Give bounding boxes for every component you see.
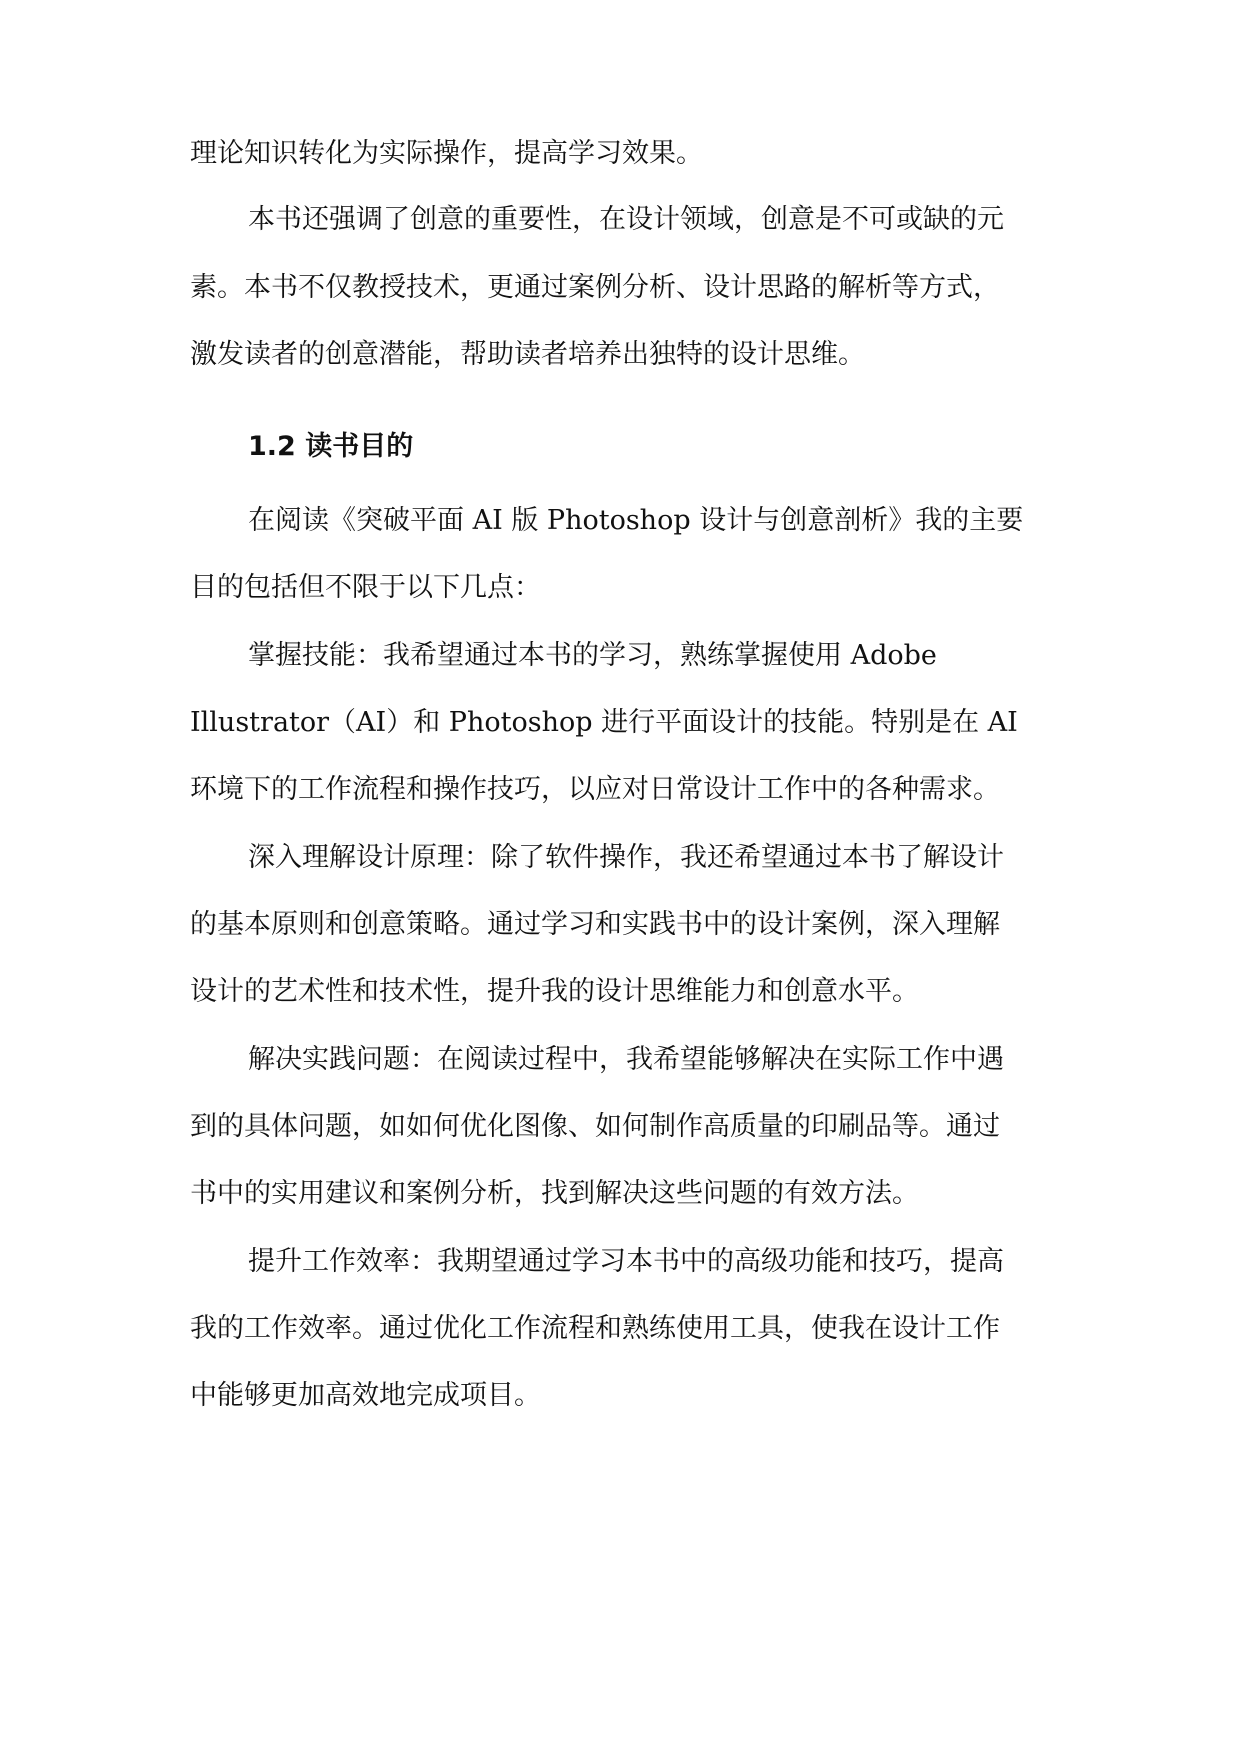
paragraph-line: 环境下的工作流程和操作技巧，以应对日常设计工作中的各种需求。	[190, 774, 1000, 805]
paragraph-line: 的基本原则和创意策略。通过学习和实践书中的设计案例，深入理解	[190, 909, 1000, 940]
paragraph-line: 激发读者的创意潜能，帮助读者培养出独特的设计思维。	[190, 339, 865, 370]
paragraph-line: 素。本书不仅教授技术，更通过案例分析、设计思路的解析等方式，	[190, 272, 1000, 303]
paragraph-line: 书中的实用建议和案例分析，找到解决这些问题的有效方法。	[190, 1178, 919, 1209]
paragraph-line: 我的工作效率。通过优化工作流程和熟练使用工具，使我在设计工作	[190, 1313, 1000, 1344]
section-heading: 1.2 读书目的	[248, 431, 414, 462]
paragraph-line: 目的包括但不限于以下几点：	[190, 572, 541, 603]
paragraph-line: 提升工作效率：我期望通过学习本书中的高级功能和技巧，提高	[248, 1246, 1004, 1277]
paragraph-line: 解决实践问题：在阅读过程中，我希望能够解决在实际工作中遇	[248, 1044, 1004, 1075]
paragraph-line: 深入理解设计原理：除了软件操作，我还希望通过本书了解设计	[248, 842, 1004, 873]
paragraph-line: 理论知识转化为实际操作，提高学习效果。	[190, 138, 703, 169]
paragraph-line: 设计的艺术性和技术性，提升我的设计思维能力和创意水平。	[190, 976, 919, 1007]
paragraph-line: 本书还强调了创意的重要性，在设计领域，创意是不可或缺的元	[248, 204, 1004, 235]
paragraph-line: 掌握技能：我希望通过本书的学习，熟练掌握使用 Adobe	[248, 640, 937, 671]
paragraph-line: 到的具体问题，如如何优化图像、如何制作高质量的印刷品等。通过	[190, 1111, 1000, 1142]
paragraph-line: Illustrator（AI）和 Photoshop 进行平面设计的技能。特别是在 AI	[190, 707, 1018, 738]
paragraph-line: 在阅读《突破平面 AI 版 Photoshop 设计与创意剖析》我的主要	[248, 505, 1024, 536]
paragraph-line: 中能够更加高效地完成项目。	[190, 1380, 541, 1411]
